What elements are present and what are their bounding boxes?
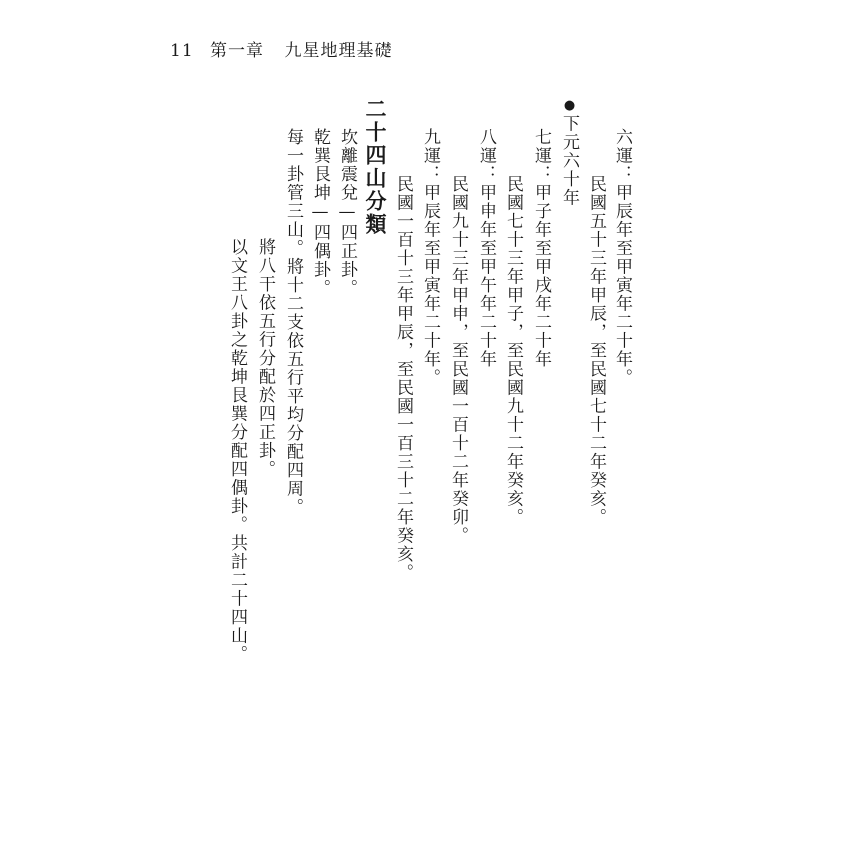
text-column-1: 六運：甲辰年至甲寅年二十年。 (612, 128, 632, 387)
text-column-5: 民國七十三年甲子，至民國九十二年癸亥。 (503, 175, 523, 527)
text-column-6: 八運：甲申年至甲午年二十年 (476, 128, 496, 369)
text-column-15: 以文王八卦之乾坤艮巽分配四偶卦。共計二十四山。 (227, 238, 247, 664)
bullet-icon: ● (562, 98, 577, 115)
page-header (170, 36, 392, 61)
chapter-label: 第一章 (210, 41, 265, 61)
text-column-12: 乾巽艮坤—四偶卦。 (310, 128, 330, 298)
page-number: 11 (170, 41, 194, 61)
text-column-3 (560, 98, 577, 207)
text-column-8: 九運：甲辰年至甲寅年二十年。 (420, 128, 440, 387)
section-subheading: 下元六十年 (559, 114, 579, 207)
text-column-2: 民國五十三年甲辰，至民國七十二年癸亥。 (586, 175, 606, 527)
text-column-9: 民國一百十三年甲辰，至民國一百三十二年癸亥。 (393, 175, 413, 582)
text-column-11: 坎離震兌—四正卦。 (337, 128, 357, 298)
text-column-7: 民國九十三年甲申，至民國一百十二年癸卯。 (448, 175, 468, 545)
text-column-4: 七運：甲子年至甲戌年二十年 (531, 128, 551, 369)
text-column-14: 將八干依五行分配於四正卦。 (255, 238, 275, 479)
section-heading: 二十四山分類 (363, 98, 387, 236)
chapter-title: 九星地理基礎 (284, 41, 393, 61)
text-column-13: 每一卦管三山。將十二支依五行平均分配四周。 (283, 128, 303, 517)
